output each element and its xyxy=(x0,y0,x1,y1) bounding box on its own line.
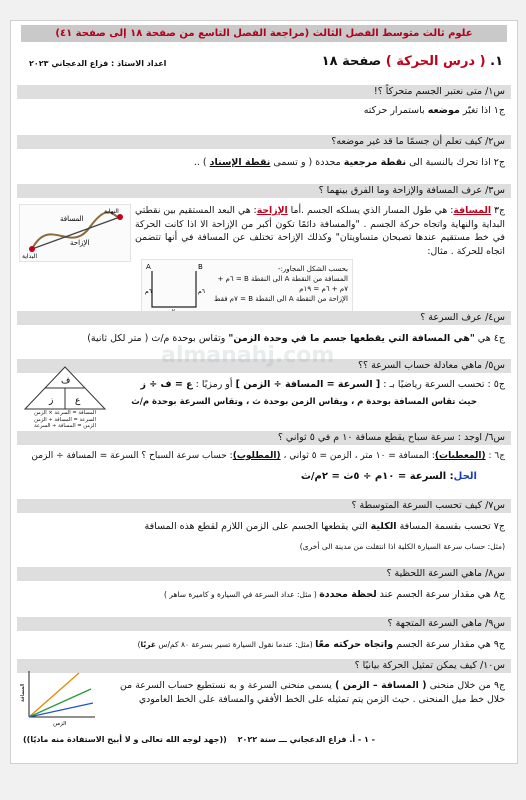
answer-10: ج٩ من خلال منحنى ( المسافة – الزمن ) يسمى منحنى السرعة و به نستطيع حساب السرعة من خلال خط ميل المنحنى . حيث الزمن يتم تمثيله على الخط الأفقي والمسافة على الخط العامودي xyxy=(120,680,505,705)
answer-9: ج٩ هي مقدار سرعة الجسم واتجاه حركته معًا (مثل: عندما نقول السيارة تسير بسرعة ٨٠ كم/س غربًا) xyxy=(137,639,505,650)
answer-5-line-2: حيث تقاس المسافة بوحدة م ، ويقاس الزمن بوحدة ث ، وتقاس السرعة بوحدة م/ث xyxy=(131,397,477,407)
fig-label-displacement: الإزاحة xyxy=(70,239,90,247)
point-b: B xyxy=(198,263,203,271)
question-6: س٦/ اوجد : سرعة سباح يقطع مسافة ١٠ م في ٥ ثواني ؟ xyxy=(17,431,511,445)
question-3: س٣/ عرف المسافة والإزاحة وما الفرق بينهما ؟ xyxy=(17,184,511,198)
svg-text:الزمن: الزمن xyxy=(53,721,67,727)
example-note-1: بحسب الشكل المجاور:- xyxy=(278,265,348,273)
question-4: س٤/ عرف السرعة ؟ xyxy=(17,311,511,325)
triangle-note-3: الزمن = المسافة ÷ السرعة xyxy=(34,423,96,429)
question-7: س٧/ كيف تحسب السرعة المتوسطة ؟ xyxy=(17,499,511,513)
fig-label-end: النهاية xyxy=(104,208,119,215)
triangle-note-1: المسافة = السرعة × الزمن xyxy=(34,410,96,416)
distance-example-figure xyxy=(141,259,353,317)
answer-4: ج٤ هي "هي المسافة التي يقطعها جسم ما في وحدة الزمن" وتقاس بوحدة م/ث ( متر لكل ثانية) xyxy=(87,333,505,344)
triangle-note-2: السرعة = المسافة ÷ الزمن xyxy=(34,416,96,423)
speed-graph xyxy=(19,667,99,727)
answer-7-example: (مثل: حساب سرعة السيارة الكلية اذا انتقلت من مدينة الى أخرى) xyxy=(299,542,505,551)
answer-6-solution: الحل: السرعة = ١٠م ÷ ٥ث = ٢م/ث xyxy=(300,471,477,482)
svg-text:المسافة: المسافة xyxy=(20,683,26,702)
rect-path-diagram xyxy=(146,263,206,313)
svg-text:٦م: ٦م xyxy=(198,288,205,295)
question-10: س١٠/ كيف يمكن تمثيل الحركة بيانيًا ؟ xyxy=(17,659,511,673)
svg-text:ع: ع xyxy=(75,396,81,406)
lesson-page: صفحة ١٨ xyxy=(321,54,382,69)
fig-label-distance: المسافة xyxy=(60,215,84,223)
path-figure xyxy=(19,204,131,262)
answer-1: ج١ اذا تغيّر موضعه باستمرار حركته xyxy=(363,105,505,116)
worksheet-page xyxy=(10,20,518,764)
footer-prayer: ((جهد لوجه الله تعالى و لا أبيح الاستفادة منه ماديًا)) xyxy=(23,735,227,744)
question-5: س٥/ ماهي معادلة حساب السرعة ؟؟ xyxy=(17,359,511,373)
question-8: س٨/ ماهي السرعة اللحظية ؟ xyxy=(17,567,511,581)
speed-triangle xyxy=(19,363,111,429)
answer-3: ج٣ المسافة: هي طول المسار الذي يسلكه الجسم .أما الإزاحة: هي البعد المستقيم بين نقطتي البداية والنهاية واتجاه حركة الجسم . "والمسافة دائمًا تكون أكبر من الإزاحة الا اذا كانت الحركة في خط مستقيم عندها تصبحان متساويتان" وكذلك الإزاحة تختلف عن المسافة في أنها تتضمن اتجاه للحركة . مثال: xyxy=(135,205,505,257)
path-diagram xyxy=(20,205,130,261)
footer-credit: - ١ - أ. فزاع الدعجاني ـــ سنة ٢٠٢٢ xyxy=(237,735,375,744)
start-point xyxy=(29,246,35,252)
lesson-title xyxy=(322,54,503,69)
question-2: س٢/ كيف تعلم أن جسمًا ما قد غير موضعه؟ xyxy=(17,135,511,149)
question-1: س١/ متى نعتبر الجسم متحركاً ؟! xyxy=(17,85,511,99)
answer-5-line-1: ج٥ : تحسب السرعة رياضيًا بـ : [ السرعة = المسافة ÷ الزمن ] أو رمزيًا : ع = ف ÷ ز xyxy=(140,379,505,390)
lesson-number: ١. xyxy=(490,54,503,69)
example-note-2: المسافة من النقطة A الى النقطة B = ٦م + ٧م + ٦م = ١٩م xyxy=(217,275,348,293)
svg-text:٦م: ٦م xyxy=(145,288,152,295)
point-a: A xyxy=(146,263,151,271)
header-banner: علوم ثالث متوسط الفصل الثالث (مراجعة الفصل التاسع من صفحة ١٨ إلى صفحة ٤١) xyxy=(21,25,507,42)
question-9: س٩/ ماهي السرعة المتجهة ؟ xyxy=(17,617,511,631)
watermark: almanahj.com xyxy=(161,343,335,368)
answer-7: ج٧ تحسب بقسمة المسافة الكلية التي يقطعها الجسم على الزمن اللازم لقطع هذه المسافة xyxy=(144,521,505,532)
answer-2: ج٢ اذا تحرك بالنسبة الى نقطة مرجعية محددة ( و تسمى نقطة الإسناد ) .. xyxy=(193,157,505,168)
example-note-3: الإزاحة من النقطة A الى النقطة B = ٧م فقط xyxy=(214,295,348,303)
svg-text:ز: ز xyxy=(49,396,54,406)
answer-6-line-1: ج٦ : (المعطيات): المسافة = ١٠ متر ، الزمن = ٥ ثواني ، (المطلوب): حساب سرعة السباح ؟ السرعة = المسافة ÷ الزمن xyxy=(31,451,505,461)
fig-label-start: البداية xyxy=(22,253,38,260)
svg-text:ف: ف xyxy=(61,376,71,386)
prepared-by: اعداد الاستاذ : فزاع الدعجاني ٢٠٢٣ xyxy=(29,59,167,68)
distance-time-graph xyxy=(19,667,99,727)
lesson-name: ( درس الحركة ) xyxy=(385,54,486,69)
answer-8: ج٨ هي مقدار سرعة الجسم عند لحظة محددة ( مثل: عداد السرعة في السيارة و كاميرة ساهر ) xyxy=(164,589,505,600)
